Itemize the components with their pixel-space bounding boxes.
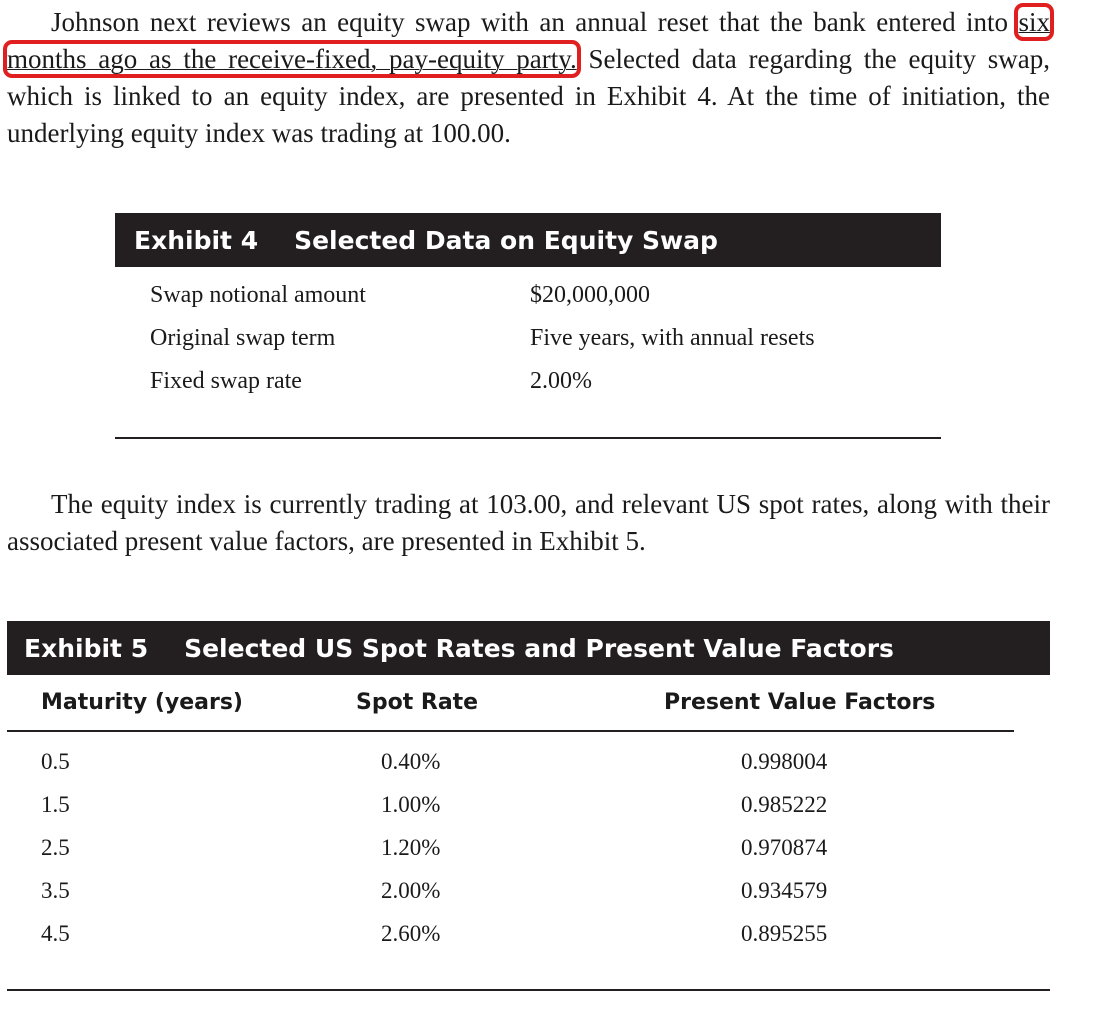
exhibit4-label: Fixed swap rate [150, 368, 302, 394]
exhibit4-value: Five years, with annual resets [530, 325, 815, 351]
spot-rate-cell: 0.40% [381, 749, 441, 774]
exhibit4-label: Swap notional amount [150, 282, 366, 308]
exhibit4-value: $20,000,000 [530, 282, 650, 308]
spot-rate-cell: 1.20% [381, 835, 441, 860]
column-header-spot-rate: Spot Rate [356, 690, 479, 715]
highlighted-phrase: six months ago as the receive-fixed, pay-equity party. [7, 7, 1050, 74]
second-paragraph-text: The equity index is currently trading at 103.00, and relevant US spot rates, along with their associated present value factors, are presented in Exhibit 5. [7, 489, 1050, 556]
exhibit4-header [115, 213, 941, 267]
pv-factor-cell: 0.934579 [741, 878, 828, 903]
pv-factor-cell: 0.970874 [741, 835, 828, 860]
exhibit5-number: Exhibit 5 [24, 633, 149, 663]
spot-rate-cell: 2.60% [381, 921, 441, 946]
spot-rate-cell: 2.00% [381, 878, 441, 903]
intro-paragraph [7, 4, 1050, 152]
exhibit4-title: Selected Data on Equity Swap [294, 225, 718, 255]
spot-rate-cell: 1.00% [381, 792, 441, 817]
column-header-pv-factors: Present Value Factors [664, 690, 936, 715]
pv-factor-cell: 0.895255 [741, 921, 828, 946]
exhibit5-title: Selected US Spot Rates and Present Value Factors [184, 633, 894, 663]
exhibit4-number: Exhibit 4 [134, 225, 259, 255]
maturity-cell: 4.5 [41, 921, 70, 946]
exhibit5-header [7, 621, 1050, 675]
exhibit5-header-rule [7, 730, 1014, 732]
maturity-cell: 1.5 [41, 792, 70, 817]
intro-text-before: Johnson next reviews an equity swap with an annual reset that the bank entered into [51, 7, 1019, 37]
column-header-maturity: Maturity (years) [41, 690, 243, 715]
pv-factor-cell: 0.985222 [741, 792, 828, 817]
exhibit4-bottom-rule [115, 437, 941, 439]
intro-text-after: Selected data regarding the equity swap, which is linked to an equity index, are presented in Exhibit 4. At the time of initiation, the underlying equity index was trading at 100.00. [7, 44, 1050, 148]
exhibit4-label: Original swap term [150, 325, 336, 351]
exhibit5-bottom-rule [7, 989, 1050, 991]
maturity-cell: 3.5 [41, 878, 70, 903]
exhibit4-value: 2.00% [530, 368, 592, 394]
pv-factor-cell: 0.998004 [741, 749, 828, 774]
maturity-cell: 0.5 [41, 749, 70, 774]
second-paragraph [7, 486, 1050, 560]
maturity-cell: 2.5 [41, 835, 70, 860]
